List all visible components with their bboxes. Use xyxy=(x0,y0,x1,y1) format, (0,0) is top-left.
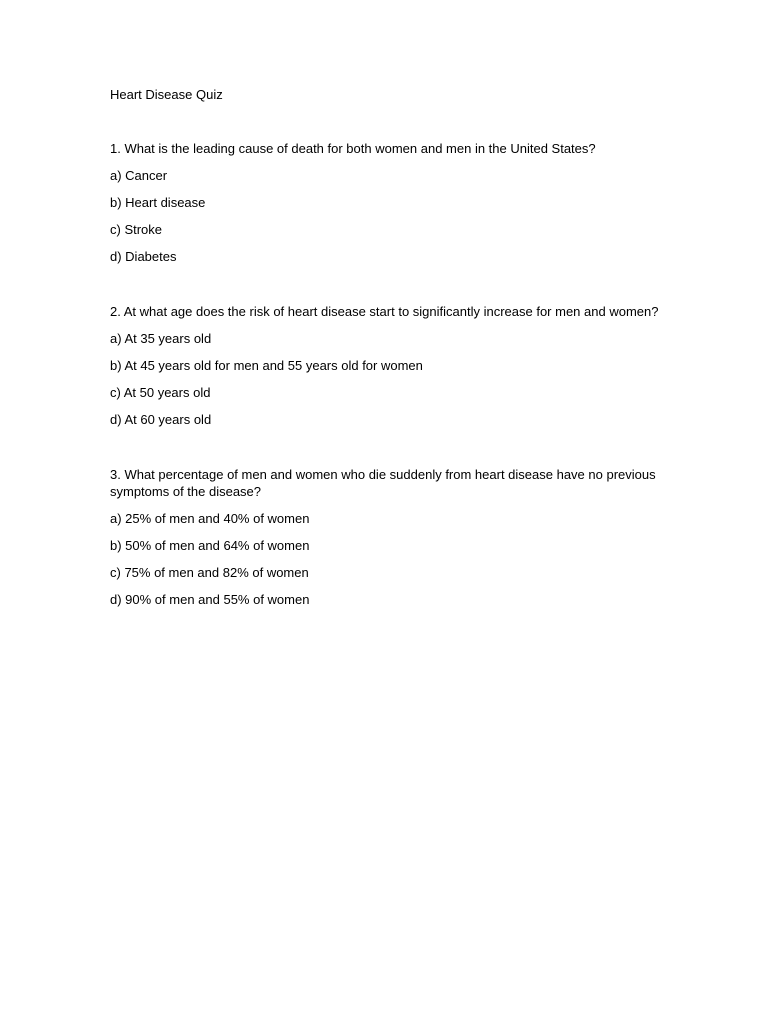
answer-option: d) At 60 years old xyxy=(110,412,212,427)
answer-option: d) 90% of men and 55% of women xyxy=(110,592,310,607)
answer-option: a) At 35 years old xyxy=(110,331,212,346)
answer-options xyxy=(110,167,668,265)
question-text: 2. At what age does the risk of heart disease start to significantly increase for men and women? xyxy=(110,304,659,319)
answer-options xyxy=(110,510,668,608)
answer-option: b) 50% of men and 64% of women xyxy=(110,538,310,553)
question-text: 1. What is the leading cause of death for both women and men in the United States? xyxy=(110,141,596,156)
answer-option: c) 75% of men and 82% of women xyxy=(110,565,309,580)
answer-option: b) At 45 years old for men and 55 years old for women xyxy=(110,358,423,373)
question-3 xyxy=(110,466,668,608)
answer-option: b) Heart disease xyxy=(110,195,206,210)
answer-option: a) Cancer xyxy=(110,168,168,183)
answer-option: a) 25% of men and 40% of women xyxy=(110,511,310,526)
answer-option: d) Diabetes xyxy=(110,249,177,264)
document-title: Heart Disease Quiz xyxy=(110,87,223,102)
answer-option: c) Stroke xyxy=(110,222,163,237)
answer-option: c) At 50 years old xyxy=(110,385,211,400)
question-2 xyxy=(110,303,668,428)
question-1 xyxy=(110,140,668,265)
question-text: 3. What percentage of men and women who die suddenly from heart disease have no previous symptoms of the disease? xyxy=(110,467,656,499)
answer-options xyxy=(110,330,668,428)
